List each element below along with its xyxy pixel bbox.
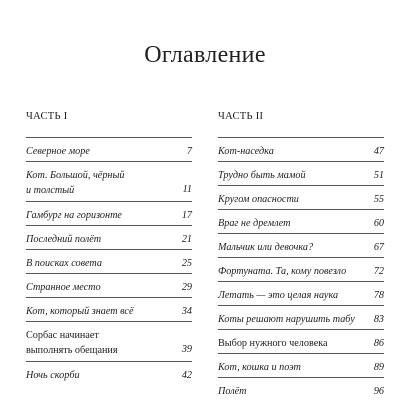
toc-entry-title: Коты решают нарушить табу <box>218 314 355 325</box>
toc-entry-title: Летать — это целая наука <box>218 290 339 301</box>
toc-entry-title: Кругом опасности <box>218 194 299 205</box>
part-two-heading: ЧАСТЬ II <box>218 111 264 122</box>
toc-entry-title: Полёт <box>218 386 247 397</box>
toc-entry-title: Гамбург на горизонте <box>26 210 122 221</box>
toc-entry-page: 42 <box>181 370 192 381</box>
toc-entry-title: Кот, который знает всё <box>26 306 134 317</box>
toc-entry <box>26 361 192 384</box>
toc-entry <box>218 209 384 232</box>
toc-entry <box>218 233 384 256</box>
toc-entry <box>26 137 192 160</box>
toc-entry-title: Кот. Большой, чёрный и толстый <box>26 170 125 196</box>
toc-entry-title: Странное место <box>26 282 101 293</box>
toc-entry-page: 72 <box>373 266 384 277</box>
toc-entry-page: 29 <box>181 282 192 293</box>
toc-entry-page: 78 <box>373 290 384 301</box>
toc-entry-page: 86 <box>373 338 384 349</box>
toc-entry-title: Сорбас начинает выполнять обещания <box>26 330 118 356</box>
toc-entry-page: 96 <box>373 386 384 397</box>
toc-entry <box>26 249 192 272</box>
toc-entry-page: 55 <box>373 194 384 205</box>
toc-entry-title: Враг не дремлет <box>218 218 291 229</box>
toc-entry-page: 60 <box>373 218 384 229</box>
toc-entry-page: 89 <box>373 362 384 373</box>
toc-entry-page: 34 <box>181 306 192 317</box>
toc-entry-title: Последний полёт <box>26 234 102 245</box>
toc-entry <box>26 273 192 296</box>
toc-entry <box>218 329 384 352</box>
toc-entry-page: 11 <box>182 184 192 195</box>
part-one-heading: ЧАСТЬ I <box>26 111 68 122</box>
toc-entry <box>218 161 384 184</box>
toc-entry <box>218 377 384 400</box>
toc-entry-page: 67 <box>373 242 384 253</box>
toc-entry-page: 83 <box>373 314 384 325</box>
toc-entry <box>218 353 384 376</box>
toc-entry-title: Ночь скорби <box>26 370 80 381</box>
toc-entry-title: В поисках совета <box>26 258 102 269</box>
toc-entry <box>218 137 384 160</box>
toc-entry <box>26 161 192 200</box>
toc-entry-page: 51 <box>373 170 384 181</box>
toc-entry-title: Кот-наседка <box>218 146 274 157</box>
toc-entry <box>26 225 192 248</box>
toc-entry-title: Трудно быть мамой <box>218 170 306 181</box>
toc-entry <box>218 185 384 208</box>
toc-entry <box>218 281 384 304</box>
toc-entry-page: 47 <box>373 146 384 157</box>
toc-entry <box>26 297 192 320</box>
toc-entry-page: 25 <box>181 258 192 269</box>
toc-entry-title: Мальчик или девочка? <box>218 242 314 253</box>
toc-entry-title: Фортуната. Та, кому повезло <box>218 266 347 277</box>
page-title: Оглавление <box>144 42 266 68</box>
toc-entry-title: Выбор нужного человека <box>218 338 328 349</box>
toc-entry <box>26 201 192 224</box>
toc-entry <box>218 257 384 280</box>
toc-entry <box>218 305 384 328</box>
toc-entry-page: 7 <box>186 146 192 157</box>
toc-entry-page: 17 <box>181 210 192 221</box>
toc-entry <box>26 321 192 360</box>
toc-entry-title: Кот, кошка и поэт <box>218 362 301 373</box>
toc-entry-page: 21 <box>181 234 192 245</box>
toc-entry-page: 39 <box>181 344 192 355</box>
toc-entry-title: Северное море <box>26 146 90 157</box>
